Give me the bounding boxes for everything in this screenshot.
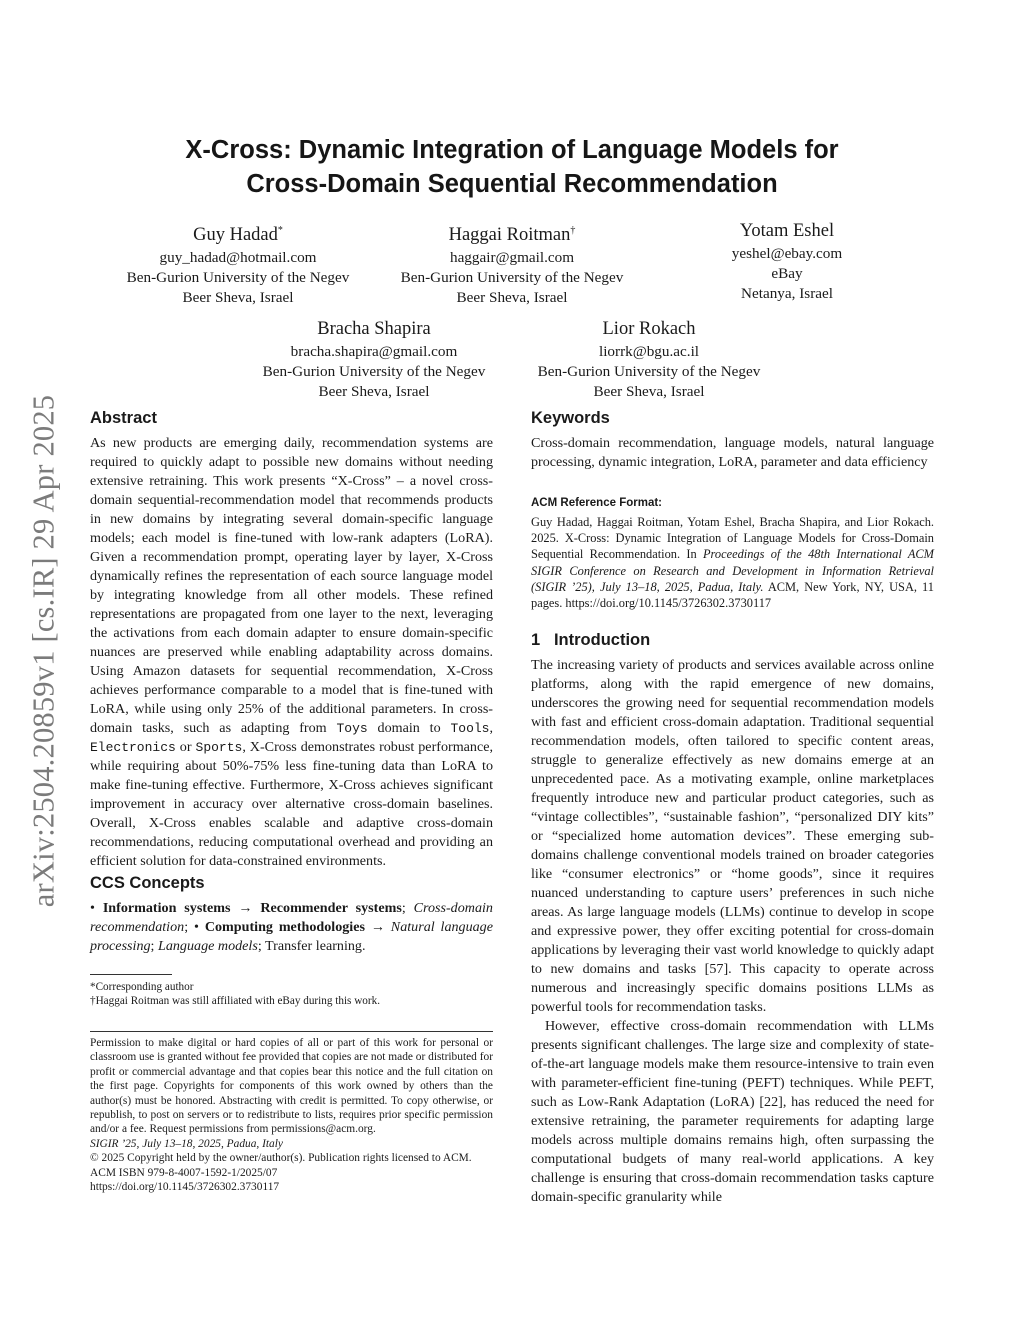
section-number: 1 [531, 631, 541, 649]
copyright: © 2025 Copyright held by the owner/author(s). Publication rights licensed to ACM. [90, 1152, 472, 1165]
author-block [88, 218, 388, 308]
section-title: Introduction [553, 631, 651, 649]
abstract-text: domain to [377, 720, 441, 736]
author-location: Beer Sheva, Israel [593, 383, 705, 400]
paper-title [110, 133, 914, 201]
author-block [362, 218, 662, 308]
footnotes [90, 980, 493, 1008]
acm-ref-body [531, 514, 934, 611]
ccs-text: Natural language processing [90, 919, 493, 954]
abstract-text: , X-Cross demonstrates robust performance, while requiring about 50%-75% less fine-tuning data than LoRA to make fine-tuning effective. Furthermore, X-Cross achieves significant improvement in accuracy over alternative cross-domain baselines. Overall, X-Cross enables scalable and adaptive cross-domain recommendations, reducing computational overhead and providing an efficient solution for data-constrained environments. [90, 739, 493, 869]
author-email: bracha.shapira@gmail.com [290, 343, 458, 360]
author-mark: † [570, 225, 576, 236]
author-block [224, 316, 524, 402]
author-email: haggair@gmail.com [449, 249, 575, 267]
title-line-1: X-Cross: Dynamic Integration of Language Models for [185, 136, 839, 164]
author-email: yeshel@ebay.com [731, 245, 843, 262]
footnote-1: *Corresponding author [90, 981, 194, 993]
abstract-text: or [179, 739, 192, 755]
author-block [499, 316, 799, 402]
intro-body [531, 656, 934, 1207]
author-name: Bracha Shapira [317, 319, 431, 339]
keywords-heading: Keywords [531, 409, 610, 427]
permission-rule [90, 1031, 493, 1032]
author-affiliation: Ben-Gurion University of the Negev [537, 363, 761, 380]
footnote-rule [90, 974, 172, 975]
author-name: Lior Rokach [602, 319, 696, 339]
title-line-2: Cross-Domain Sequential Recommendation [246, 170, 778, 198]
author-name: Guy Hadad [193, 225, 278, 246]
arxiv-stamp-text: arXiv:2504.20859v1 [cs.IR] 29 Apr 2025 [26, 394, 61, 908]
code-sports: Sports [195, 740, 243, 755]
ccs-text: • [90, 900, 95, 916]
author-location: Beer Sheva, Israel [456, 289, 568, 307]
keywords-text: Cross-domain recommendation, language models, natural language processing, dynamic integration, LoRA, parameter and data efficiency [531, 435, 934, 470]
author-name: Yotam Eshel [739, 221, 835, 241]
ccs-text: ; • [184, 919, 199, 935]
author-affiliation: eBay [771, 265, 803, 282]
author-location: Netanya, Israel [741, 285, 833, 302]
acm-ref-proceedings: Proceedings of the 48th International ACM SIGIR Conference on Research and Development in Information Retrieval (SIGIR ’25), July 13–18, 2025, Padua, Italy. [531, 547, 934, 594]
acm-ref-heading: ACM Reference Format: [531, 497, 662, 509]
ccs-text: Recommender systems [260, 900, 402, 916]
intro-paragraph-2: However, effective cross-domain recommendation with LLMs presents significant challenges. The large size and complexity of state-of-the-art language models make them resource-intensive to train even with parameter-efficient fine-tuning (PEFT) techniques. While PEFT, such as Low-Rank Adaptation (LoRA) [22], has reduced the need for extensive retraining, the parameter requirements for adapting large models across multiple domains remains high, often surpassing the computational budgets of many real-world applications. A key challenge is ensuring that cross-domain recommendation tasks capture domain-specific granularity while [531, 1018, 934, 1205]
code-tools: Tools [450, 721, 490, 736]
author-affiliation: Ben-Gurion University of the Negev [400, 269, 624, 287]
venue: SIGIR ’25, July 13–18, 2025, Padua, Italy [90, 1137, 283, 1150]
author-email: liorrk@bgu.ac.il [598, 343, 700, 360]
ccs-text: Language models [158, 938, 258, 954]
code-electronics: Electronics [90, 740, 176, 755]
author-name: Haggai Roitman [448, 225, 571, 246]
ccs-heading: CCS Concepts [90, 874, 205, 892]
isbn: ACM ISBN 979-8-4007-1592-1/2025/07 [90, 1166, 278, 1179]
abstract-text: , [489, 720, 494, 736]
ccs-text: ; Transfer learning. [257, 938, 366, 954]
ccs-text: Cross-domain recommendation [90, 900, 493, 935]
abstract-body [90, 434, 493, 871]
author-block [637, 218, 937, 304]
author-location: Beer Sheva, Israel [182, 289, 294, 307]
ccs-text: Information systems [102, 900, 231, 916]
intro-paragraph-1: The increasing variety of products and services available across online platforms, along with the rapid emergence of new domains, underscores the growing need for sequential recommendation models with fast and efficient cross-domain adaptation. Traditional sequential recommendation models, often tailored to specific content areas, struggle to generalize effectively as new domains emerge at an unprecedented pace. As a motivating example, online marketplaces frequently introduce new and particular product categories, such as “vintage collectibles”, “sustainable fashion”, “personalized DIY kits” or “specialized home automation devices”. These emerging sub-domains challenge conventional models trained on broader categories like “consumer electronics” or “home goods”, since it requires nuanced understanding to capture users’ preferences in such niche areas. As large language models (LLMs) continue to develop in scope and expressive power, they offer exciting potential for cross-domain applications by leveraging their vast world knowledge to quickly adapt to new domains and tasks [57]. This capacity to operate across numerous and increasingly specific domains positions LLMs as powerful tools for recommendation tasks. [531, 657, 934, 1015]
author-location: Beer Sheva, Israel [318, 383, 430, 400]
abstract-heading: Abstract [90, 409, 157, 427]
ccs-text: ; [150, 938, 155, 954]
ccs-text: → [370, 919, 385, 935]
ccs-text: Computing methodologies [204, 919, 365, 935]
ccs-text: → [238, 900, 253, 916]
ccs-text: ; [401, 900, 406, 916]
author-affiliation: Ben-Gurion University of the Negev [126, 269, 350, 287]
permission-text: Permission to make digital or hard copies of all or part of this work for personal or classroom use is granted without fee provided that copies are not made or distributed for profit or commercial advantage and that copies bear this notice and the full citation on the first page. Copyrights for components of this work owned by others than the author(s) must be honored. Abstracting with credit is permitted. To copy otherwise, or republish, to post on servers or to redistribute to lists, requires prior specific permission and/or a fee. Request permissions from permissions@acm.org. [90, 1037, 493, 1136]
acm-ref-text: ACM, New York, NY, USA, 11 pages. https://doi.org/10.1145/3726302.3730117 [531, 579, 934, 611]
doi-link[interactable]: https://doi.org/10.1145/3726302.3730117 [90, 1181, 280, 1194]
code-toys: Toys [336, 721, 368, 736]
abstract-text: As new products are emerging daily, recommendation systems are required to quickly adapt to possible new domains without needing extensive retraining. This work presents “X-Cross” – a novel cross-domain sequential-recommendation model that recommends products in new domains by integrating several domain-specific language models; each model is fine-tuned with low-rank adapters (LoRA). Given a recommendation prompt, operating layer by layer, X-Cross dynamically refines the representation of each source language model by integrating knowledge from all other models. These refined representations are propagated from one layer to the next, leveraging the activations from each domain adapter to ensure domain-specific nuances are preserved while enabling adaptability across domains. Using Amazon datasets for sequential recommendation, X-Cross achieves performance comparable to a model that is fine-tuned with LoRA, while using only 25% of the additional parameters. In cross-domain tasks, such as adapting from [90, 435, 493, 736]
acm-ref-text: Guy Hadad, Haggai Roitman, Yotam Eshel, Bracha Shapira, and Lior Rokach. 2025. X-Cross: Dynamic Integration of Language Models for Cross-Domain Sequential Recommendation. In [531, 515, 934, 562]
author-affiliation: Ben-Gurion University of the Negev [262, 363, 486, 380]
author-mark: * [277, 225, 283, 236]
intro-heading [531, 631, 650, 650]
footnote-2: †Haggai Roitman was still affiliated with eBay during this work. [90, 995, 381, 1007]
author-email: guy_hadad@hotmail.com [159, 249, 317, 267]
permission-block [90, 1036, 493, 1194]
ccs-body [90, 899, 493, 956]
